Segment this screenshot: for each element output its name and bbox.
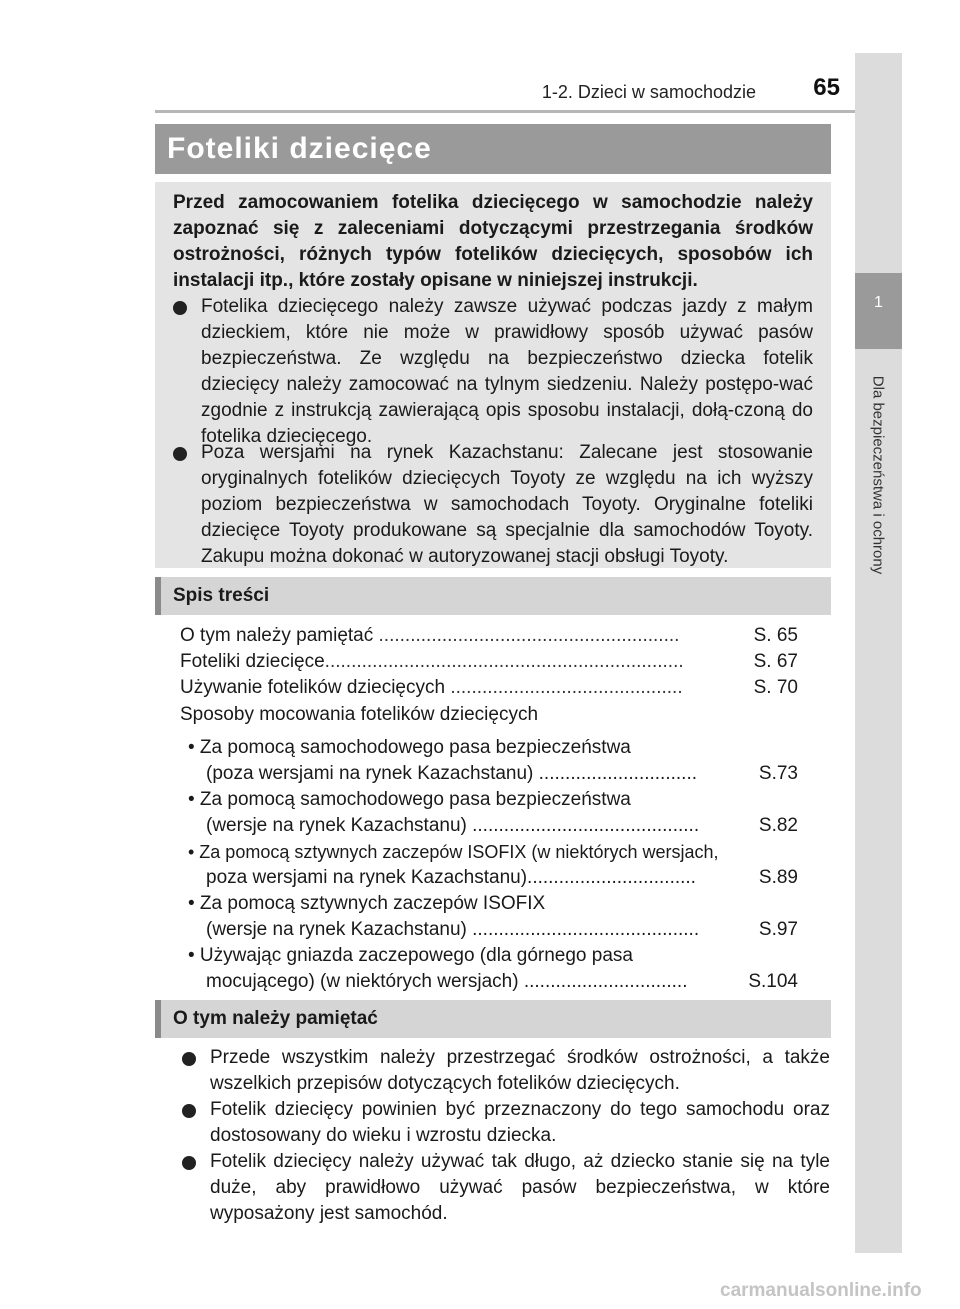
toc-item-label: Używanie fotelików dziecięcych xyxy=(180,677,446,698)
toc-leader-dots: ............................................ xyxy=(445,677,683,698)
toc-sub-item-line1[interactable]: • Za pomocą samochodowego pasa bezpieczeństwa xyxy=(188,789,631,810)
bullet-dot-icon xyxy=(182,1104,196,1118)
toc-item-page[interactable]: S. 65 xyxy=(753,625,798,646)
toc-leader-dots: ......................................................... xyxy=(373,625,680,646)
intro-box xyxy=(155,182,831,568)
toc-leader-dots: .................................................................... xyxy=(324,651,684,672)
toc-item-page[interactable]: S. 70 xyxy=(753,677,798,698)
toc-item[interactable] xyxy=(180,649,684,675)
page-title-bar xyxy=(155,124,831,174)
remember-bullet-text: Przede wszystkim należy przestrzegać środków ostrożności, a także wszelkich przepisów dotyczących fotelików dziecięcych. xyxy=(210,1047,830,1094)
toc-sub-item-line1[interactable]: • Za pomocą sztywnych zaczepów ISOFIX xyxy=(188,893,546,914)
toc-item-page[interactable]: S. 67 xyxy=(753,651,798,672)
toc-sub-item-line2[interactable]: (wersje na rynek Kazachstanu) ........................................... xyxy=(206,919,700,940)
toc-item[interactable] xyxy=(180,675,683,701)
toc-sub-item-line2[interactable]: poza wersjami na rynek Kazachstanu)................................ xyxy=(206,867,696,888)
toc-sub-item-page[interactable]: S.89 xyxy=(758,867,798,888)
toc-section-bar xyxy=(155,577,831,615)
header-divider xyxy=(155,110,855,113)
remember-bullet-text: Fotelik dziecięcy powinien być przeznaczony do tego samochodu oraz dostosowany do wieku i wzrostu dziecka. xyxy=(210,1099,830,1146)
toc-title: Spis treści xyxy=(173,585,270,606)
toc-sub-item-page[interactable]: S.82 xyxy=(758,815,798,836)
toc-sub-item-line1[interactable]: • Za pomocą samochodowego pasa bezpieczeństwa xyxy=(188,737,631,758)
toc-item-label: Foteliki dziecięce xyxy=(180,651,325,672)
toc-item-label: O tym należy pamiętać xyxy=(180,625,374,646)
header-section-title: 1-2. Dzieci w samochodzie xyxy=(541,82,756,102)
toc-sub-item-line2[interactable]: mocującego) (w niektórych wersjach) ............................... xyxy=(206,971,688,992)
toc-sub-item-line2[interactable]: (poza wersjami na rynek Kazachstanu) .............................. xyxy=(206,763,698,784)
toc-item[interactable] xyxy=(180,623,679,649)
chapter-title-vertical: Dla bezpieczeństwa i ochrony xyxy=(869,375,887,575)
toc-group-label: Sposoby mocowania fotelików dziecięcych xyxy=(180,704,539,725)
page-title: Foteliki dziecięce xyxy=(167,132,432,165)
intro-heading: Przed zamocowaniem fotelika dziecięcego w samochodzie należy zapoznać się z zaleceniami dotyczącymi przestrzegania środków ostrożności, różnych typów fotelików dziecięcych, sposobów ich instalacji itp., które zostały opisane w niniejszej instrukcji. xyxy=(173,192,813,291)
bullet-dot-icon xyxy=(173,301,187,315)
remember-title: O tym należy pamiętać xyxy=(173,1008,378,1029)
remember-section-bar xyxy=(155,1000,831,1038)
bullet-dot-icon xyxy=(182,1052,196,1066)
bullet-dot-icon xyxy=(173,447,187,461)
chapter-number: 1 xyxy=(874,294,883,311)
toc-sub-item-line2[interactable]: (wersje na rynek Kazachstanu) ........................................... xyxy=(206,815,700,836)
toc-sub-item-line1[interactable]: • Używając gniazda zaczepowego (dla górnego pasa xyxy=(188,945,633,966)
watermark-text: carmanualsonline.info xyxy=(720,1280,922,1301)
bullet-dot-icon xyxy=(182,1156,196,1170)
toc-sub-item-page[interactable]: S.97 xyxy=(758,919,798,940)
toc-sub-item-line1[interactable]: • Za pomocą sztywnych zaczepów ISOFIX (w niektórych wersjach, xyxy=(188,842,719,862)
chapter-side-tab xyxy=(855,53,902,1253)
page-number: 65 xyxy=(813,74,840,101)
intro-bullet-text: Poza wersjami na rynek Kazachstanu: Zalecane jest stosowanie oryginalnych fotelików dziecięcych Toyoty ze względu na ich wyższy poziom bezpieczeństwa w samochodach Toyoty. Oryginalne foteliki dziecięce Toyoty produkowane są specjalnie dla samochodów Toyoty. Zakupu można dokonać w autoryzowanej stacji obsługi Toyoty. xyxy=(201,442,813,567)
toc-sub-item-page[interactable]: S.73 xyxy=(758,763,798,784)
remember-bullet-text: Fotelik dziecięcy należy używać tak długo, aż dziecko stanie się na tyle duże, aby prawidłowo używać pasów bezpieczeństwa, w które wyposażony jest samochód. xyxy=(210,1151,830,1224)
toc-sub-item-page[interactable]: S.104 xyxy=(748,971,798,992)
intro-bullet-text: Fotelika dziecięcego należy zawsze używać podczas jazdy z małym dzieckiem, które nie może w prawidłowy sposób używać pasów bezpieczeństwa. Ze względu na bezpieczeństwo dziecka fotelik dziecięcy należy zamocować na tylnym siedzeniu. Należy postępo-wać zgodnie z instrukcją zawierającą opis sposobu instalacji, dołą-czoną do fotelika dziecięcego. xyxy=(201,296,813,447)
